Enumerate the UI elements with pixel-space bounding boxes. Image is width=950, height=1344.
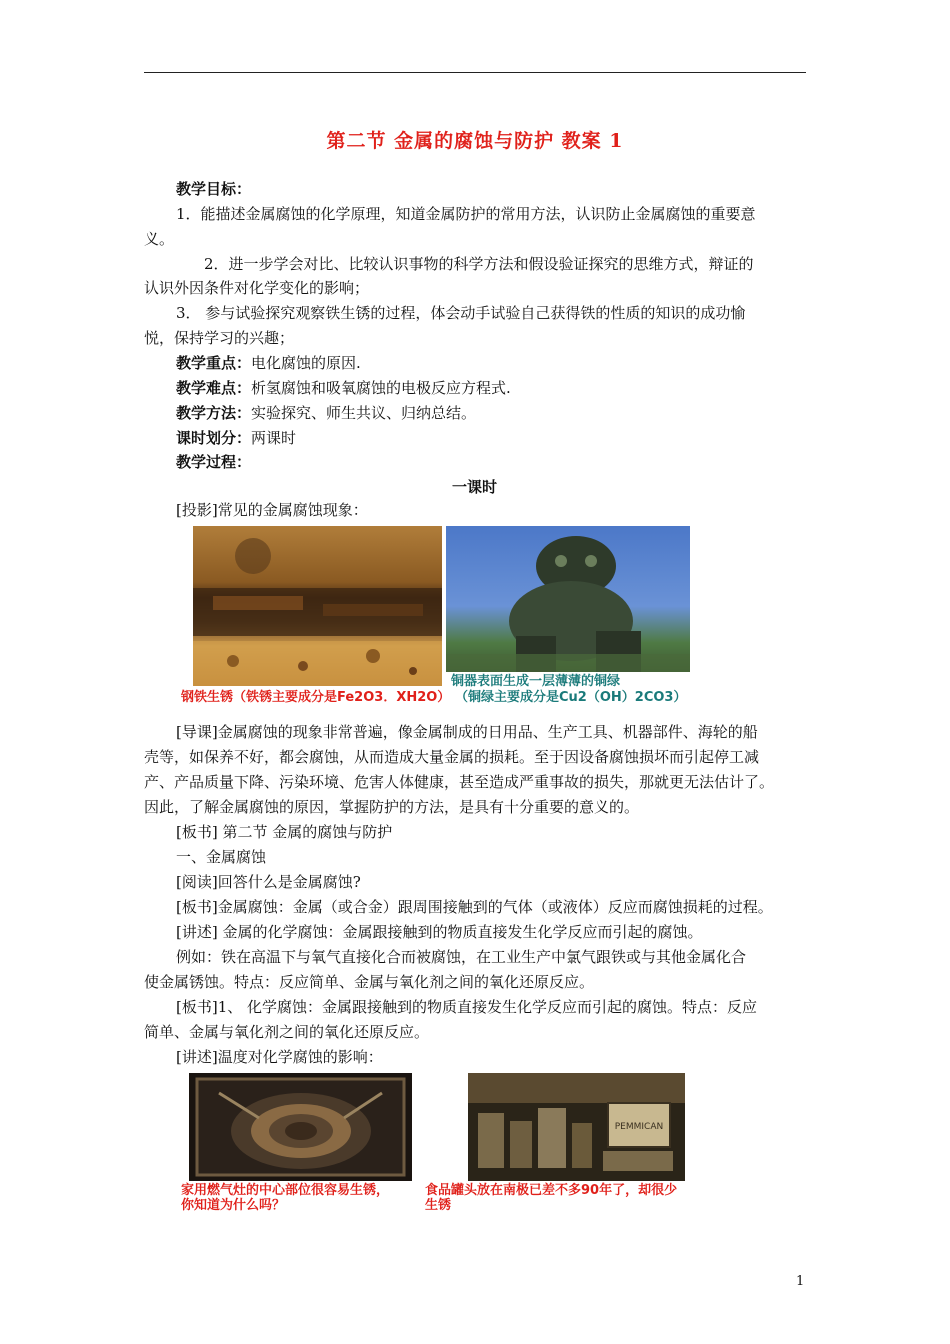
gas-stove-illustration xyxy=(189,1073,412,1181)
gas-stove-image xyxy=(189,1073,412,1181)
class-hours-label: 课时划分： xyxy=(176,429,252,447)
key-point-label: 教学重点： xyxy=(176,354,252,372)
caption-stove-line-1: 家用燃气灶的中心部位很容易生锈， xyxy=(181,1183,390,1198)
can-label: PEMMICAN xyxy=(614,1122,664,1132)
rusted-steel-illustration xyxy=(193,526,442,686)
page-number: 1 xyxy=(796,1274,805,1289)
caption-stove-line-2: 你知道为什么吗？ xyxy=(181,1198,286,1213)
intro-line-2: 壳等，如保养不好，都会腐蚀，从而造成大量金属的损耗。至于因设备腐蚀损坏而引起停工减 xyxy=(144,748,760,766)
intro-line-4: 因此，了解金属腐蚀的原因，掌握防护的方法，是具有十分重要的意义的。 xyxy=(144,798,640,816)
teaching-method xyxy=(176,403,476,423)
board-3-line-2: 简单、金属与氧化剂之间的氧化还原反应。 xyxy=(144,1023,430,1041)
example-line-2: 使金属锈蚀。特点：反应简单、金属与氧化剂之间的氧化还原反应。 xyxy=(144,973,595,991)
goal-3-line-1: 3． 参与试验探究观察铁生锈的过程，体会动手试验自己获得铁的性质的知识的成功愉 xyxy=(176,304,746,322)
caption-cans-line-1: 食品罐头放在南极已差不多90年了，却很少 xyxy=(425,1183,678,1198)
difficulty-label: 教学难点： xyxy=(176,379,252,397)
example-line-1: 例如：铁在高温下与氧气直接化合而被腐蚀，在工业生产中氯气跟铁或与其他金属化合 xyxy=(176,948,747,966)
goal-1-line-2: 义。 xyxy=(144,230,175,248)
lesson-heading: 一课时 xyxy=(452,478,498,496)
class-hours-value: 两课时 xyxy=(251,429,297,447)
goal-3-line-2: 悦，保持学习的兴趣； xyxy=(144,329,295,347)
difficulty-value: 析氢腐蚀和吸氧腐蚀的电极反应方程式. xyxy=(251,379,511,397)
intro-line-1: [导课]金属腐蚀的现象非常普遍，像金属制成的日用品、生产工具、机器部件、海轮的船 xyxy=(176,723,758,741)
reading-prompt: [阅读]回答什么是金属腐蚀? xyxy=(176,873,361,891)
bronze-lion-image xyxy=(446,526,690,672)
goal-1-line-1: 1．能描述金属腐蚀的化学原理，知道金属防护的常用方法，认识防止金属腐蚀的重要意 xyxy=(176,205,756,223)
teaching-method-label: 教学方法： xyxy=(176,404,252,422)
section-heading-1: 一、金属腐蚀 xyxy=(176,848,267,866)
goal-2-line-2: 认识外因条件对化学变化的影响； xyxy=(144,279,370,297)
board-1: [板书] 第二节 金属的腐蚀与防护 xyxy=(176,823,393,841)
key-point xyxy=(176,353,361,373)
difficulty xyxy=(176,378,511,398)
caption-bronze-line-1: 铜器表面生成一层薄薄的铜绿 xyxy=(451,674,621,689)
header-rule xyxy=(144,72,806,73)
board-2: [板书]金属腐蚀：金属（或合金）跟周围接触到的气体（或液体）反应而腐蚀损耗的过程。 xyxy=(176,898,773,916)
goal-2-line-1: 2．进一步学会对比、比较认识事物的科学方法和假设验证探究的思维方式，辩证的 xyxy=(204,255,754,273)
page-title: 第二节 金属的腐蚀与防护 教案 1 xyxy=(326,130,624,152)
bronze-lion-illustration xyxy=(446,526,690,672)
intro-line-3: 产、产品质量下降、污染环境、危害人体健康，甚至造成严重事故的损失，那就更无法估计了。 xyxy=(144,773,775,791)
food-cans-image xyxy=(468,1073,685,1181)
class-hours xyxy=(176,428,296,448)
caption-bronze-line-2: （铜绿主要成分是Cu2（OH）2CO3） xyxy=(455,690,687,705)
lecture-1: [讲述] 金属的化学腐蚀：金属跟接触到的物质直接发生化学反应而引起的腐蚀。 xyxy=(176,923,703,941)
caption-rusted-steel: 钢铁生锈（铁锈主要成分是Fe2O3．XH2O） xyxy=(181,690,451,705)
teaching-process-label: 教学过程： xyxy=(176,453,252,471)
projection-line: [投影]常见的金属腐蚀现象： xyxy=(176,501,368,519)
teaching-method-value: 实验探究、师生共议、归纳总结。 xyxy=(251,404,477,422)
key-point-value: 电化腐蚀的原因. xyxy=(251,354,361,372)
lecture-2: [讲述]温度对化学腐蚀的影响： xyxy=(176,1048,383,1066)
food-cans-illustration xyxy=(468,1073,685,1181)
caption-cans-line-2: 生锈 xyxy=(425,1198,452,1213)
rusted-steel-image xyxy=(193,526,442,686)
board-3-line-1: [板书]1、 化学腐蚀：金属跟接触到的物质直接发生化学反应而引起的腐蚀。特点：反应 xyxy=(176,998,758,1016)
goals-heading: 教学目标： xyxy=(176,180,252,198)
